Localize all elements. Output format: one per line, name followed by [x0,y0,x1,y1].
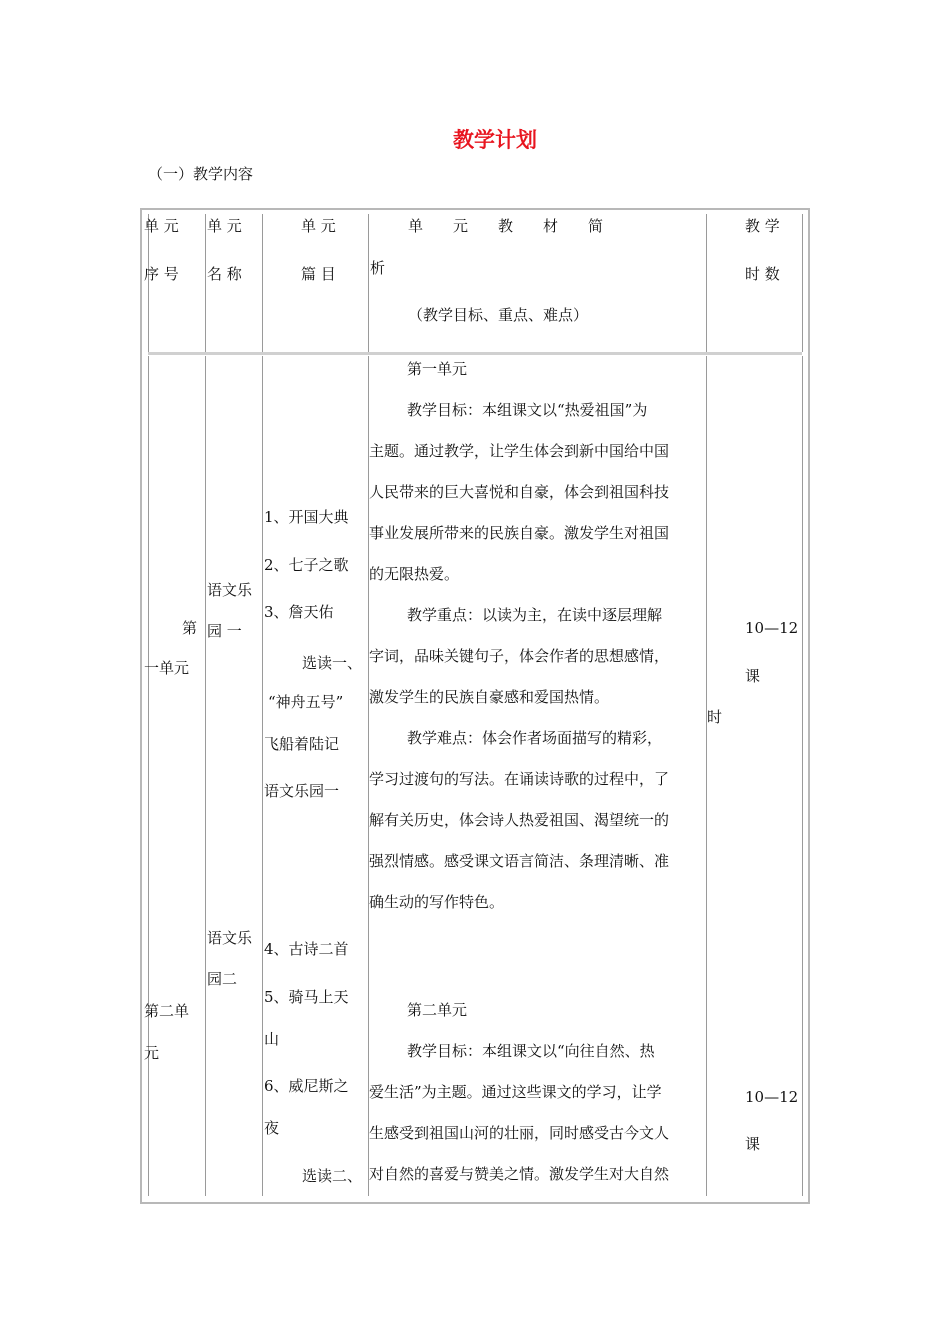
lesson-item: 4、古诗二首 [264,940,349,958]
unit-name: 语文乐 [207,581,253,599]
header-unit-lessons: 单 元 [301,217,336,235]
unit-name: 园 一 [207,622,242,640]
unit-analysis [369,349,705,923]
column-divider [706,356,707,1196]
lesson-item: 6、威尼斯之 [264,1077,349,1095]
unit-analysis [369,990,705,1195]
column-divider [262,214,263,352]
column-divider [148,356,149,1196]
unit-name: 语文乐 [207,929,253,947]
teaching-hours: 时 [707,708,723,726]
analysis-line: 事业发展所带来的民族自豪。激发学生对祖国 [369,524,670,542]
lesson-item: 1、开国大典 [264,508,349,526]
header-unit-name: 单 元 [207,217,242,235]
unit-seq: 第二单 [144,1002,190,1020]
lesson-item: 5、骑马上天 [264,988,349,1006]
teaching-hours: 10—12 [745,1088,799,1106]
analysis-line: 字词，品味关键句子，体会作者的思想感情， [369,647,670,665]
analysis-line: 强烈情感。感受课文语言简洁、条理清晰、准 [369,852,670,870]
lesson-item: 语文乐园一 [264,782,340,800]
analysis-line: 教学目标：本组课文以“热爱祖国”为 [407,401,648,419]
header-hours: 时 数 [745,265,780,283]
header-analysis: 单 元 教 材 简 [408,217,604,235]
column-divider [205,214,206,352]
analysis-heading: 第一单元 [407,360,468,378]
analysis-line: 确生动的写作特色。 [369,893,505,911]
lesson-item: 2、七子之歌 [264,556,349,574]
lesson-item: 夜 [264,1119,280,1137]
column-divider [205,356,206,1196]
analysis-line: 教学目标：本组课文以“向往自然、热 [407,1042,655,1060]
analysis-line: 生感受到祖国山河的壮丽，同时感受古今文人 [369,1124,670,1142]
unit-seq: 元 [144,1044,160,1062]
analysis-line: 解有关历史，体会诗人热爱祖国、渴望统一的 [369,811,670,829]
analysis-line: 教学难点：体会作者场面描写的精彩， [407,729,663,747]
analysis-line: 的无限热爱。 [369,565,460,583]
header-hours: 教 学 [745,217,780,235]
header-unit-seq: 序 号 [144,265,179,283]
analysis-line: 教学重点：以读为主，在读中逐层理解 [407,606,663,624]
teaching-hours: 10—12 [745,619,799,637]
analysis-line: 人民带来的巨大喜悦和自豪，体会到祖国科技 [369,483,670,501]
analysis-line: 激发学生的民族自豪感和爱国热情。 [369,688,610,706]
column-divider [802,214,803,352]
lesson-item: 3、詹天佑 [264,603,334,621]
header-unit-lessons: 篇 目 [301,265,336,283]
page-title: 教学计划 [453,128,537,152]
analysis-line: 学习过渡句的写法。在诵读诗歌的过程中，了 [369,770,670,788]
header-analysis-note: （教学目标、重点、难点） [408,306,589,324]
header-unit-seq: 单 元 [144,217,179,235]
teaching-hours: 课 [745,667,761,685]
teaching-hours: 课 [745,1135,761,1153]
lesson-item: 选读二、 [302,1167,363,1185]
analysis-line: 爱生活”为主题。通过这些课文的学习，让学 [369,1083,662,1101]
header-analysis: 析 [370,259,386,277]
analysis-line: 主题。通过教学，让学生体会到新中国给中国 [369,442,670,460]
unit-name: 园二 [207,970,238,988]
column-divider [706,214,707,352]
section-heading: （一）教学内容 [148,165,254,183]
column-divider [262,356,263,1196]
lesson-item: “神舟五号” [268,693,344,711]
unit-seq: 一单元 [144,659,190,677]
unit-seq: 第 [182,619,198,637]
column-divider [368,214,369,352]
column-divider [802,356,803,1196]
lesson-item: 飞船着陆记 [264,735,340,753]
analysis-line: 对自然的喜爱与赞美之情。激发学生对大自然 [369,1165,670,1183]
header-unit-name: 名 称 [207,265,242,283]
lesson-item: 山 [264,1030,280,1048]
analysis-heading: 第二单元 [407,1001,468,1019]
lesson-item: 选读一、 [302,654,363,672]
